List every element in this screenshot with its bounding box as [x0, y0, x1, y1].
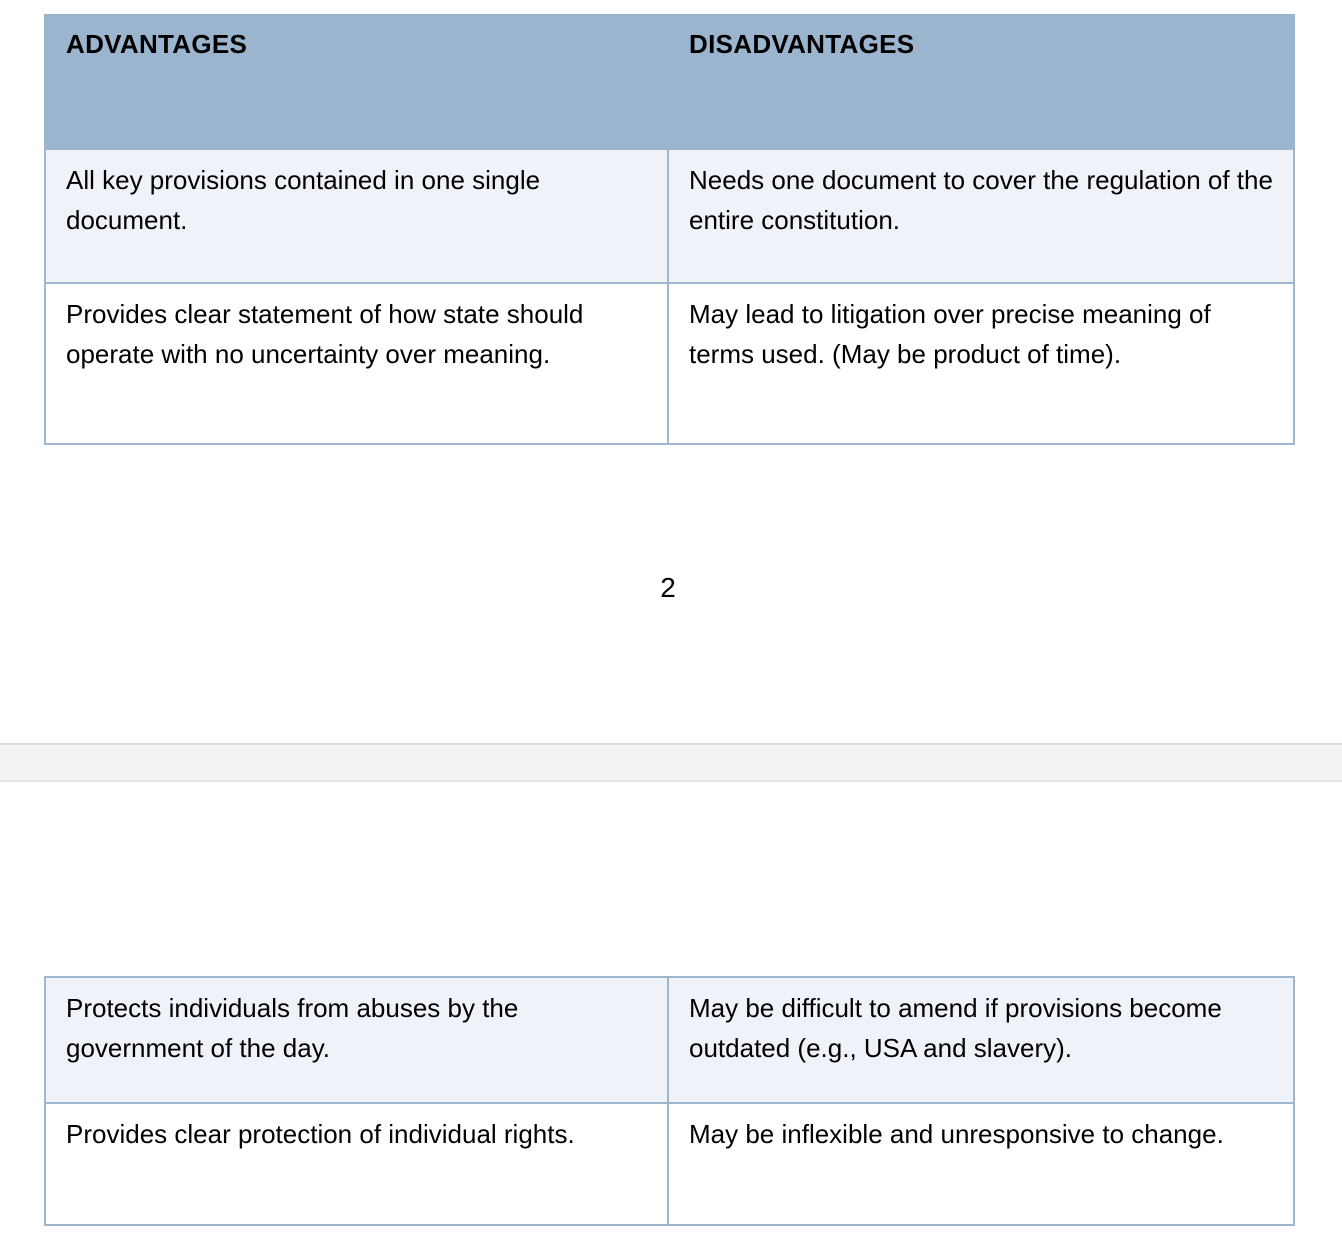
disadvantages-header: DISADVANTAGES — [668, 15, 1294, 149]
table-row — [45, 283, 1294, 444]
disadvantage-cell: May be difficult to amend if provisions become outdated (e.g., USA and slavery). — [668, 977, 1294, 1103]
disadvantage-cell: May lead to litigation over precise meaning of terms used. (May be product of time). — [668, 283, 1294, 444]
disadvantage-cell: May be inflexible and unresponsive to change. — [668, 1103, 1294, 1225]
table-row — [45, 1103, 1294, 1225]
page-number: 2 — [660, 572, 676, 603]
comparison-table-page-2 — [44, 14, 1295, 445]
disadvantage-cell: Needs one document to cover the regulation of the entire constitution. — [668, 149, 1294, 283]
table-row — [45, 149, 1294, 283]
page-break-separator — [0, 743, 1342, 782]
comparison-table-page-3 — [44, 976, 1295, 1226]
advantage-cell: Provides clear protection of individual rights. — [45, 1103, 668, 1225]
table-header-row — [45, 15, 1294, 149]
table-row — [45, 977, 1294, 1103]
advantages-header: ADVANTAGES — [45, 15, 668, 149]
advantage-cell: Protects individuals from abuses by the government of the day. — [45, 977, 668, 1103]
advantage-cell: Provides clear statement of how state should operate with no uncertainty over meaning. — [45, 283, 668, 444]
advantage-cell: All key provisions contained in one single document. — [45, 149, 668, 283]
